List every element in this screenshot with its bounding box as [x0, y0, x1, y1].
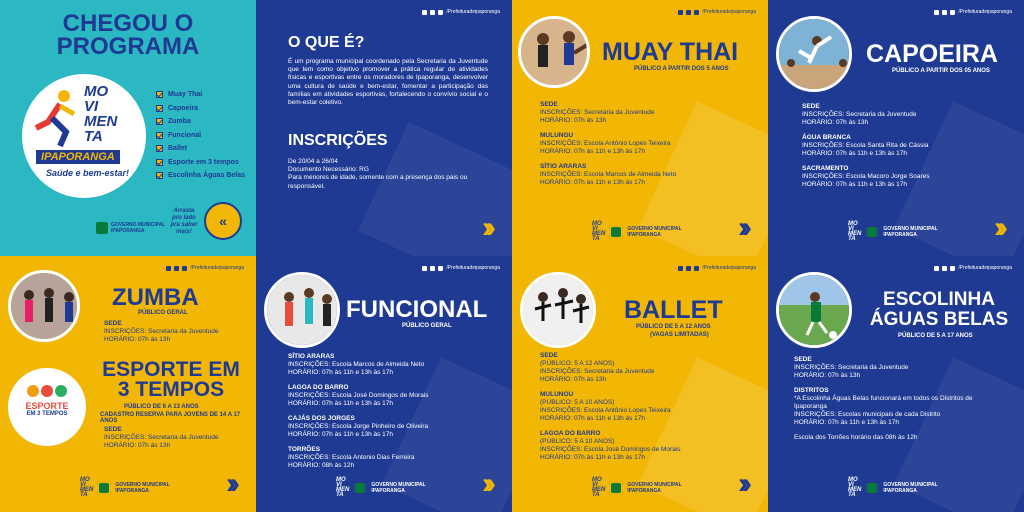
muay-thai-locations — [540, 101, 676, 187]
escolinha-title-line1: ESCOLINHA — [883, 289, 995, 310]
location-title: SÍTIO ARARAS — [540, 163, 587, 170]
location-audience: (PÚBLICO: 5 A 12 ANOS) — [540, 360, 615, 367]
youtube-icon — [166, 266, 171, 271]
gov-line1: GOVERNO MUNICIPAL — [115, 482, 170, 488]
dancers-icon — [11, 273, 80, 342]
panel-funcional — [256, 256, 512, 512]
check-icon — [156, 145, 163, 152]
check-icon — [156, 159, 163, 166]
muay-thai-audience: PÚBLICO A PARTIR DOS 5 ANOS — [634, 66, 729, 72]
esporte-logo — [8, 368, 86, 446]
location-schedule: HORÁRIO: 07h às 11h e 13h às 17h — [288, 400, 394, 407]
escolinha-locations — [794, 356, 994, 442]
esporte-location — [104, 426, 219, 450]
location-title: CAJÁS DOS JORGES — [288, 415, 355, 422]
location-registration: INSCRIÇÕES: Escola José Domingos de Morais — [288, 392, 429, 399]
location-schedule: HORÁRIO: 07h às 13h — [104, 336, 171, 343]
facebook-icon — [942, 266, 947, 271]
mini-mo: MO — [848, 221, 858, 227]
location-schedule: HORÁRIO: 07h às 11h e 13h às 17h — [540, 454, 646, 461]
swipe-arrows-icon: « — [219, 213, 227, 229]
mini-vi: VI — [592, 226, 598, 232]
logo-ta: TA — [84, 128, 103, 145]
instagram-icon — [950, 266, 955, 271]
footer-logos — [80, 478, 170, 498]
checklist-label: Zumba — [168, 118, 191, 125]
youtube-icon — [678, 266, 683, 271]
crest-icon — [867, 483, 877, 493]
footer-logos — [848, 478, 938, 498]
intro-title-line2: PROGRAMA — [56, 33, 200, 60]
ball-icon — [55, 385, 67, 397]
next-arrow-icon[interactable]: ›› — [482, 467, 490, 500]
location-title: SEDE — [540, 352, 558, 359]
fighters-icon — [521, 19, 590, 88]
mini-men: MEN — [592, 231, 606, 237]
funcional-audience: PÚBLICO GERAL — [402, 323, 452, 329]
activity-checklist — [156, 88, 245, 183]
location-schedule: HORÁRIO: 07h às 13h — [540, 117, 607, 124]
location-audience: (PÚBLICO: 5 A 10 ANOS) — [540, 399, 615, 406]
zumba-title: ZUMBA — [112, 284, 199, 311]
social-handle — [934, 265, 1012, 271]
panel-escolinha — [768, 256, 1024, 512]
youtube-icon — [678, 10, 683, 15]
location-schedule: HORÁRIO: 07h às 13h — [802, 119, 869, 126]
mini-vi: VI — [336, 482, 342, 488]
location-registration: INSCRIÇÕES: Secretaria da Juventude — [540, 109, 655, 116]
mini-mo: MO — [80, 477, 90, 483]
crest-icon — [611, 483, 621, 493]
instagram-icon — [182, 266, 187, 271]
mini-mo: MO — [336, 477, 346, 483]
location-title: SEDE — [104, 426, 122, 433]
location-registration: INSCRIÇÕES: Escola Antonio Dias Ferreira — [288, 454, 415, 461]
escolinha-audience: PÚBLICO DE 5 A 17 ANOS — [898, 333, 973, 339]
location-schedule: HORÁRIO: 07h às 11h e 13h às 17h — [288, 431, 394, 438]
program-mini-logo — [848, 478, 861, 498]
location-title: SEDE — [104, 320, 122, 327]
mini-men: MEN — [848, 487, 862, 493]
location-audience: (PÚBLICO: 5 A 10 ANOS) — [540, 438, 615, 445]
inscricoes-dates: De 20/04 a 26/04 — [288, 158, 338, 165]
what-is-title: O QUE É? — [288, 34, 365, 51]
location-exception: Escola dos Torrões horário das 08h às 12h — [794, 434, 918, 441]
location-schedule: HORÁRIO: 07h às 11h e 13h às 17h — [540, 148, 646, 155]
checklist-item — [156, 88, 245, 102]
location-title: SÍTIO ARARAS — [288, 353, 335, 360]
mini-vi: VI — [80, 482, 86, 488]
location-registration: INSCRIÇÕES: Secretaria da Juventude — [104, 434, 219, 441]
logo-wordmark — [84, 84, 117, 144]
gov-logo — [627, 482, 681, 494]
program-mini-logo — [336, 478, 349, 498]
checklist-label: Muay Thai — [168, 91, 203, 98]
logo-mo: MO — [84, 83, 109, 100]
intro-title-line1: CHEGOU O — [62, 10, 194, 37]
esporte-title-line2: 3 TEMPOS — [117, 378, 225, 401]
muay-thai-title: MUAY THAI — [602, 38, 739, 66]
mini-mo: MO — [848, 477, 858, 483]
checklist-label: Escolinha Águas Belas — [168, 172, 246, 179]
mini-men: MEN — [336, 487, 350, 493]
youtube-icon — [422, 266, 427, 271]
mini-vi: VI — [848, 226, 854, 232]
social-handle-text: /Prefeituradeipaporanga — [958, 9, 1012, 15]
location-schedule: HORÁRIO: 07h às 11h e 13h às 17h — [802, 150, 908, 157]
gov-line1: GOVERNO MUNICIPAL — [111, 222, 166, 228]
footer-logos — [592, 222, 682, 242]
panel-capoeira — [768, 0, 1024, 256]
gov-line1: GOVERNO MUNICIPAL — [883, 482, 938, 488]
facebook-icon — [686, 266, 691, 271]
location-schedule: HORÁRIO: 07h às 11h e 13h às 17h — [540, 179, 646, 186]
ballet-locations — [540, 352, 681, 462]
inscricoes-title: INSCRIÇÕES — [288, 132, 388, 149]
social-handle-text: /Prefeituradeipaporanga — [702, 265, 756, 271]
program-mini-logo — [80, 478, 93, 498]
social-handle-text: /Prefeituradeipaporanga — [958, 265, 1012, 271]
panel-what-is — [256, 0, 512, 256]
logo-vi: VI — [84, 98, 99, 115]
mini-men: MEN — [592, 487, 606, 493]
gov-line2: IPAPORANGA — [883, 232, 917, 238]
location-title: SEDE — [794, 356, 812, 363]
swipe-hint: Arrasta pro lado pra saber mais! — [170, 208, 198, 235]
esporte-reserve: CADASTRO RESERVA PARA JOVENS DE 14 A 17 ANOS — [100, 412, 241, 424]
gov-logo — [883, 226, 937, 238]
checklist-item — [156, 169, 245, 183]
social-handle — [678, 9, 756, 15]
soccer-player-icon — [779, 275, 852, 348]
facebook-icon — [430, 10, 435, 15]
panel-intro — [0, 0, 256, 256]
social-handle-text: /Prefeituradeipaporanga — [446, 265, 500, 271]
checklist-item — [156, 115, 245, 129]
panel-zumba-esporte — [0, 256, 256, 512]
gov-line2: IPAPORANGA — [627, 488, 661, 494]
next-arrow-icon[interactable]: ›› — [482, 211, 490, 244]
mini-ta: TA — [592, 236, 600, 242]
ballerinas-icon — [523, 275, 596, 348]
program-mini-logo — [592, 222, 605, 242]
capoeira-title: CAPOEIRA — [866, 40, 998, 68]
location-registration: INSCRIÇÕES: Escolas municipais de cada Distrito — [794, 411, 941, 418]
intro-title — [0, 12, 256, 58]
inscricoes-info — [288, 158, 488, 191]
checklist-item — [156, 129, 245, 143]
funcional-title: FUNCIONAL — [346, 296, 488, 323]
youtube-icon — [422, 10, 427, 15]
crest-icon — [867, 227, 877, 237]
location-schedule: HORÁRIO: 07h às 13h — [540, 376, 607, 383]
location-schedule: HORÁRIO: 07h às 11h e 13h às 17h — [802, 181, 908, 188]
crest-icon — [611, 227, 621, 237]
location-schedule: HORÁRIO: 07h às 13h — [794, 372, 861, 379]
facebook-icon — [686, 10, 691, 15]
check-icon — [156, 172, 163, 179]
check-icon — [156, 105, 163, 112]
ballet-title: BALLET — [624, 296, 723, 324]
crest-icon — [99, 483, 109, 493]
footer-logos — [848, 222, 938, 242]
location-title: LAGOA DO BARRO — [288, 384, 349, 391]
esporte-title — [96, 360, 246, 400]
escolinha-photo — [776, 272, 852, 348]
facebook-icon — [174, 266, 179, 271]
capoeira-locations — [802, 103, 930, 189]
crest-icon — [96, 222, 108, 234]
mini-ta: TA — [80, 492, 88, 498]
ball-icon — [27, 385, 39, 397]
location-registration: INSCRIÇÕES: Escola Jorge Pinheiro de Oliveira — [288, 423, 429, 430]
gov-logo — [883, 482, 937, 494]
mini-vi: VI — [848, 482, 854, 488]
location-schedule: HORÁRIO: 07h às 11h e 13h às 17h — [288, 369, 394, 376]
logo-city: IPAPORANGA — [36, 150, 120, 164]
panel-muay-thai — [512, 0, 768, 256]
inscricoes-doc: Documento Necessário: RG — [288, 166, 369, 174]
gov-line1: GOVERNO MUNICIPAL — [883, 226, 938, 232]
youtube-icon — [934, 10, 939, 15]
gov-line2: IPAPORANGA — [627, 232, 661, 238]
funcional-locations — [288, 353, 429, 470]
ballet-limited: (VAGAS LIMITADAS) — [650, 332, 709, 338]
mini-men: MEN — [80, 487, 94, 493]
location-title: MULUNGU — [540, 132, 574, 139]
checklist-label: Funcional — [168, 131, 202, 139]
footer-logos — [336, 478, 426, 498]
gov-line1: GOVERNO MUNICIPAL — [627, 482, 682, 488]
instagram-icon — [950, 10, 955, 15]
location-registration: INSCRIÇÕES: Escola Santa Rita de Cássia — [802, 142, 929, 149]
location-registration: INSCRIÇÕES: Escola Marcos de Almeida Neto — [540, 171, 677, 178]
location-registration: INSCRIÇÕES: Escola Macoro Jorge Soares — [802, 173, 930, 180]
location-registration: INSCRIÇÕES: Secretaria da Juventude — [802, 111, 917, 118]
location-schedule: HORÁRIO: 07h às 11h e 13h às 17h — [540, 415, 646, 422]
esporte-title-line1: ESPORTE EM — [102, 358, 240, 381]
location-registration: INSCRIÇÕES: Secretaria da Juventude — [540, 368, 655, 375]
gov-line2: IPAPORANGA — [115, 488, 149, 494]
gov-line2: IPAPORANGA — [371, 488, 405, 494]
esporte-audience: PÚBLICO DE 6 A 13 ANOS — [124, 404, 199, 410]
location-registration: INSCRIÇÕES: Secretaria da Juventude — [104, 328, 219, 335]
facebook-icon — [430, 266, 435, 271]
escolinha-title-line2: ÁGUAS BELAS — [869, 309, 1009, 330]
gov-logo — [115, 482, 169, 494]
program-mini-logo — [592, 478, 605, 498]
check-icon — [156, 91, 163, 98]
instagram-icon — [438, 10, 443, 15]
crest-icon — [355, 483, 365, 493]
mini-ta: TA — [848, 492, 856, 498]
panel-ballet — [512, 256, 768, 512]
capoeira-audience: PÚBLICO A PARTIR DOS 05 ANOS — [892, 68, 990, 74]
social-handle-text: /Prefeituradeipaporanga — [190, 265, 244, 271]
muay-thai-photo — [518, 16, 590, 88]
location-title: SEDE — [540, 101, 558, 108]
funcional-photo — [264, 272, 340, 348]
zumba-location — [104, 320, 219, 344]
inscricoes-minors: Para menores de idade, somente com a presença dos pais ou responsável. — [288, 174, 468, 190]
next-arrow-icon[interactable]: ›› — [226, 467, 234, 500]
ballet-audience: PÚBLICO DE 5 A 12 ANOS — [636, 324, 711, 330]
location-title: MULUNGU — [540, 391, 574, 398]
check-icon — [156, 118, 163, 125]
gov-line2: IPAPORANGA — [883, 488, 917, 494]
escolinha-title — [864, 290, 1014, 330]
location-registration: INSCRIÇÕES: Escola Antônio Lopes Teixeira — [540, 407, 671, 414]
runner-icon — [30, 88, 80, 148]
logo-slogan: Saúde e bem-estar! — [46, 168, 130, 178]
esporte-logo-text: ESPORTE — [25, 401, 69, 411]
next-arrow-icon[interactable]: ›› — [738, 467, 746, 500]
checklist-label: Capoeira — [168, 104, 198, 112]
instagram-icon — [694, 266, 699, 271]
location-registration: INSCRIÇÕES: Secretaria da Juventude — [794, 364, 909, 371]
gov-line1: GOVERNO MUNICIPAL — [371, 482, 426, 488]
next-arrow-icon[interactable]: ›› — [994, 211, 1002, 244]
instagram-icon — [694, 10, 699, 15]
swipe-badge[interactable] — [204, 202, 242, 240]
checklist-label: Ballet — [168, 145, 188, 152]
checklist-item — [156, 102, 245, 116]
zumba-audience: PÚBLICO GERAL — [138, 310, 188, 316]
location-registration: INSCRIÇÕES: Escola Antônio Lopes Teixeira — [540, 140, 671, 147]
program-mini-logo — [848, 222, 861, 242]
capoeira-players-icon — [779, 19, 852, 92]
checklist-item — [156, 142, 245, 156]
gov-logo — [627, 226, 681, 238]
checklist-label: Esporte em 3 tempos — [168, 158, 239, 166]
zumba-photo — [8, 270, 80, 342]
social-handle — [422, 9, 500, 15]
location-schedule: HORÁRIO: 08h às 12h — [288, 462, 355, 469]
logo-men: MEN — [84, 113, 118, 130]
social-handle — [166, 265, 244, 271]
social-handle-text: /Prefeituradeipaporanga — [446, 9, 500, 15]
location-registration: INSCRIÇÕES: Escola José Domingos de Morais — [540, 446, 681, 453]
footer-logos — [592, 478, 682, 498]
location-note: *A Escolinha Águas Belas funcionará em todos os Distritos de Ipaporanga — [794, 395, 973, 410]
check-icon — [156, 132, 163, 139]
capoeira-photo — [776, 16, 852, 92]
facebook-icon — [942, 10, 947, 15]
youtube-icon — [934, 266, 939, 271]
mini-ta: TA — [848, 236, 856, 242]
mini-ta: TA — [592, 492, 600, 498]
what-is-body: É um programa municipal coordenado pela Secretaria da Juventude que tem como objetivo promover a prática regular de atividades físicas e esportivas entre os moradores de Ipaporanga, desenvolver uma cultura de saúde e bem-estar, fomentar a participação das famílias em atividades esportivas, fortalecendo o convívio social e o bem-estar coletivo. — [288, 58, 488, 107]
mini-mo: MO — [592, 477, 602, 483]
mini-mo: MO — [592, 221, 602, 227]
location-registration: INSCRIÇÕES: Escola Marcos de Almeida Neto — [288, 361, 425, 368]
location-title: ÁGUA BRANCA — [802, 134, 851, 141]
mini-ta: TA — [336, 492, 344, 498]
social-handle — [678, 265, 756, 271]
ball-icon — [41, 385, 53, 397]
location-title: SACRAMENTO — [802, 165, 849, 172]
mini-men: MEN — [848, 231, 862, 237]
gov-line2: IPAPORANGA — [111, 228, 145, 234]
location-schedule: HORÁRIO: 07h às 11h e 13h às 17h — [794, 419, 900, 426]
gov-line1: GOVERNO MUNICIPAL — [627, 226, 682, 232]
workout-icon — [267, 275, 340, 348]
gov-logo — [371, 482, 425, 494]
location-title: TORRÕES — [288, 446, 321, 453]
social-handle-text: /Prefeituradeipaporanga — [702, 9, 756, 15]
next-arrow-icon[interactable]: ›› — [738, 211, 746, 244]
ballet-photo — [520, 272, 596, 348]
social-handle — [934, 9, 1012, 15]
social-handle — [422, 265, 500, 271]
location-title: SEDE — [802, 103, 820, 110]
instagram-icon — [438, 266, 443, 271]
checklist-item — [156, 156, 245, 170]
location-title: DISTRITOS — [794, 387, 829, 394]
gov-logo — [96, 222, 165, 234]
location-title: LAGOA DO BARRO — [540, 430, 601, 437]
location-schedule: HORÁRIO: 07h às 13h — [104, 442, 171, 449]
mini-vi: VI — [592, 482, 598, 488]
program-logo — [22, 74, 146, 198]
esporte-logo-subtext: EM 3 TEMPOS — [26, 411, 68, 417]
